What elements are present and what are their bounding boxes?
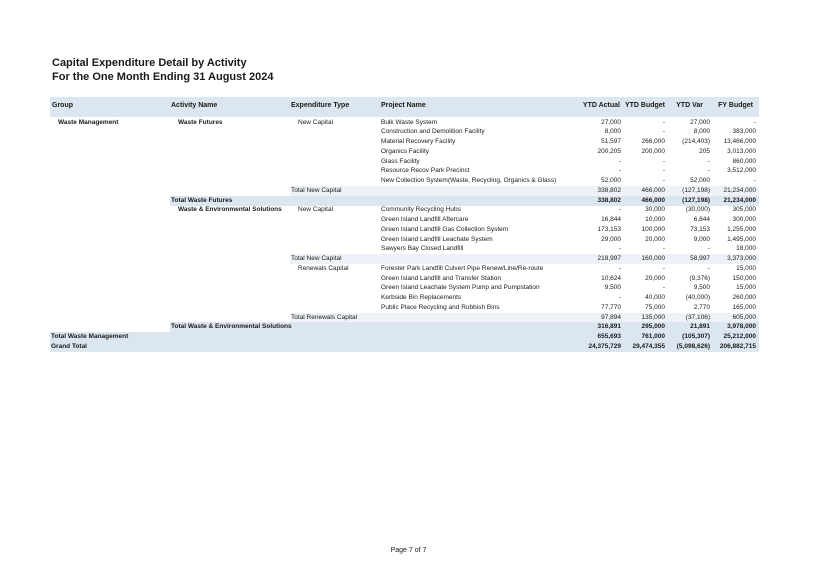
fy-budget-cell: 3,373,000 [727, 255, 756, 262]
fy-budget-cell: 25,212,000 [723, 333, 756, 340]
fy-budget-cell: 300,000 [732, 216, 756, 223]
ytd-budget-cell: 29,474,355 [632, 342, 665, 350]
activity-cell: Waste Futures [178, 118, 223, 126]
ytd-budget-cell: 295,000 [641, 323, 665, 331]
expenditure-type-cell: Renewals Capital [298, 264, 349, 272]
ytd-actual-cell: 218,997 [597, 255, 621, 262]
table-row [0, 205, 817, 215]
ytd-actual-cell: 316,891 [597, 323, 621, 331]
table-row [0, 118, 817, 128]
fy-budget-cell: 3,013,000 [727, 147, 756, 155]
table-row [0, 303, 817, 313]
ytd-budget-cell: 200,000 [641, 147, 665, 155]
ytd-actual-cell: - [618, 157, 621, 165]
table-row [0, 283, 817, 293]
ytd-var-cell: 8,000 [693, 128, 710, 136]
report-subtitle: For the One Month Ending 31 August 2024 [52, 71, 274, 83]
ytd-actual-cell: 27,000 [601, 118, 621, 126]
ytd-budget-cell: - [662, 245, 665, 253]
table-row [0, 137, 817, 147]
table-row [0, 235, 817, 245]
ytd-budget-cell: - [662, 128, 665, 136]
header-activity-name: Activity Name [171, 102, 218, 109]
grand-total-label: Grand Total [51, 342, 87, 350]
fy-budget-cell: 3,512,000 [727, 167, 756, 175]
report-title: Capital Expenditure Detail by Activity [52, 57, 247, 69]
ytd-budget-cell: 266,000 [641, 138, 665, 145]
project-name-cell: Green Island Leachate System Pump and Pumpstation [381, 284, 540, 292]
fy-budget-cell: 260,000 [732, 294, 756, 301]
ytd-var-cell: - [707, 157, 710, 165]
ytd-var-cell: (5,098,626) [676, 342, 710, 350]
header-group: Group [52, 102, 73, 109]
ytd-actual-cell: 24,375,729 [588, 342, 621, 350]
expenditure-total-label: Total New Capital [291, 255, 342, 262]
ytd-var-cell: (214,403) [682, 138, 710, 145]
expenditure-total-label: Total Renewals Capital [291, 313, 358, 321]
header-expenditure-type: Expenditure Type [291, 102, 350, 109]
fy-budget-cell: 13,466,000 [723, 138, 756, 145]
ytd-var-cell: 58,997 [690, 255, 710, 262]
ytd-actual-cell: 200,205 [597, 147, 621, 155]
project-name-cell: Green Island Landfill Leachate System [381, 235, 493, 243]
fy-budget-cell: 21,234,000 [723, 196, 756, 204]
group-total-label: Total Waste Management [51, 333, 129, 340]
ytd-budget-cell: - [662, 118, 665, 126]
activity-cell: Waste & Environmental Solutions [178, 206, 282, 214]
ytd-actual-cell: 655,693 [597, 333, 621, 340]
ytd-actual-cell: 29,000 [601, 235, 621, 243]
ytd-var-cell: - [707, 264, 710, 272]
ytd-var-cell: (37,106) [685, 313, 710, 321]
ytd-budget-cell: 75,000 [645, 303, 665, 311]
ytd-actual-cell: - [618, 206, 621, 214]
table-row [0, 166, 817, 176]
ytd-budget-cell: 761,000 [641, 333, 665, 340]
table-row [0, 293, 817, 303]
exptotal-row [0, 254, 817, 264]
ytd-actual-cell: 10,624 [601, 274, 621, 282]
ytd-var-cell: - [707, 245, 710, 253]
ytd-var-cell: (127,198) [682, 196, 710, 204]
fy-budget-cell: 1,495,000 [727, 235, 756, 243]
ytd-budget-cell: - [662, 284, 665, 292]
group-cell: Waste Management [58, 118, 119, 126]
ytd-var-cell: 9,000 [693, 235, 710, 243]
ytd-budget-cell: 135,000 [641, 313, 665, 321]
project-name-cell: Organics Facility [381, 147, 430, 155]
ytd-var-cell: 205 [699, 147, 710, 155]
header-project-name: Project Name [381, 102, 426, 109]
ytd-actual-cell: 77,770 [601, 303, 621, 311]
expenditure-total-label: Total New Capital [291, 186, 342, 194]
ytd-actual-cell: 16,844 [601, 216, 621, 223]
fy-budget-cell: 165,000 [732, 303, 756, 311]
project-name-cell: New Collection System(Waste, Recycling, Organics & Glass) [381, 177, 557, 184]
ytd-actual-cell: 52,000 [601, 177, 621, 184]
ytd-budget-cell: 30,000 [645, 206, 665, 214]
acttotal-row [0, 196, 817, 206]
ytd-var-cell: (30,000) [685, 206, 710, 214]
fy-budget-cell: 18,000 [736, 245, 756, 253]
project-name-cell: Glass Facility [381, 157, 420, 165]
header-ytd-budget: YTD Budget [624, 102, 665, 109]
expenditure-type-cell: New Capital [298, 118, 334, 126]
ytd-budget-cell: 466,000 [641, 196, 665, 204]
fy-budget-cell: 1,255,000 [727, 225, 756, 233]
activity-total-label: Total Waste Futures [171, 196, 233, 204]
acttotal-row [0, 322, 817, 332]
fy-budget-cell: - [753, 118, 756, 126]
fy-budget-cell: 305,000 [732, 206, 756, 214]
ytd-actual-cell: 338,802 [597, 196, 621, 204]
header-fy-budget: FY Budget [718, 102, 753, 109]
exptotal-row [0, 186, 817, 196]
grandtotal-row [0, 342, 817, 352]
fy-budget-cell: 860,000 [732, 157, 756, 165]
project-name-cell: Green Island Landfill Gas Collection System [381, 225, 509, 233]
fy-budget-cell: - [753, 177, 756, 184]
ytd-actual-cell: - [618, 264, 621, 272]
ytd-actual-cell: 338,802 [597, 186, 621, 194]
table-row [0, 215, 817, 225]
table-row [0, 264, 817, 274]
table-row [0, 157, 817, 167]
fy-budget-cell: 3,978,000 [727, 323, 756, 331]
ytd-budget-cell: 466,000 [641, 186, 665, 194]
ytd-budget-cell: 100,000 [641, 225, 665, 233]
fy-budget-cell: 21,234,000 [723, 186, 756, 194]
project-name-cell: Resource Recov Park Precinct [381, 167, 470, 175]
project-name-cell: Public Place Recycling and Rubbish Bins [381, 303, 500, 311]
project-name-cell: Construction and Demolition Facility [381, 128, 485, 136]
table-row [0, 176, 817, 186]
project-name-cell: Forester Park Landfill Culvert Pipe Renew/Line/Re-route [381, 264, 544, 272]
ytd-budget-cell: 10,000 [645, 216, 665, 223]
fy-budget-cell: 150,000 [732, 274, 756, 282]
project-name-cell: Sawyers Bay Closed Landfill [381, 245, 464, 253]
ytd-actual-cell: - [618, 245, 621, 253]
ytd-budget-cell: - [662, 167, 665, 175]
header-ytd-actual: YTD Actual [582, 102, 620, 109]
ytd-var-cell: 2,770 [693, 303, 710, 311]
ytd-var-cell: 73,153 [690, 225, 710, 233]
project-name-cell: Community Recycling Hubs [381, 206, 461, 214]
ytd-var-cell: (127,198) [682, 186, 710, 194]
fy-budget-cell: 15,000 [736, 284, 756, 292]
exptotal-row [0, 313, 817, 323]
ytd-var-cell: 52,000 [690, 177, 710, 184]
ytd-var-cell: 27,000 [690, 118, 710, 126]
ytd-actual-cell: 9,500 [604, 284, 621, 292]
table-row [0, 225, 817, 235]
ytd-actual-cell: - [618, 167, 621, 175]
ytd-actual-cell: - [618, 294, 621, 301]
ytd-var-cell: (105,307) [682, 333, 710, 340]
project-name-cell: Green Island Landfill Aftercare [381, 216, 469, 223]
project-name-cell: Kerbside Bin Replacements [381, 294, 462, 301]
expenditure-type-cell: New Capital [298, 206, 334, 214]
ytd-budget-cell: - [662, 264, 665, 272]
table-row [0, 274, 817, 284]
ytd-budget-cell: 40,000 [645, 294, 665, 301]
fy-budget-cell: 605,000 [732, 313, 756, 321]
ytd-budget-cell: - [662, 177, 665, 184]
ytd-actual-cell: 97,894 [601, 313, 621, 321]
ytd-var-cell: 9,500 [693, 284, 710, 292]
ytd-budget-cell: 20,000 [645, 235, 665, 243]
ytd-actual-cell: 51,597 [601, 138, 621, 145]
ytd-budget-cell: 20,000 [645, 274, 665, 282]
ytd-budget-cell: 160,000 [641, 255, 665, 262]
grouptotal-row [0, 332, 817, 342]
table-row [0, 244, 817, 254]
ytd-var-cell: - [707, 167, 710, 175]
ytd-var-cell: 21,891 [690, 323, 710, 331]
project-name-cell: Green Island Landfill and Transfer Station [381, 274, 501, 282]
ytd-var-cell: (9,376) [689, 274, 710, 282]
table-row [0, 147, 817, 157]
ytd-var-cell: (40,000) [685, 294, 710, 301]
page-number: Page 7 of 7 [390, 547, 427, 554]
ytd-budget-cell: - [662, 157, 665, 165]
fy-budget-cell: 206,882,715 [719, 342, 756, 350]
activity-total-label: Total Waste & Environmental Solutions [171, 323, 292, 331]
project-name-cell: Bulk Waste System [381, 118, 438, 126]
project-name-cell: Material Recovery Facility [381, 138, 456, 145]
table-row [0, 127, 817, 137]
fy-budget-cell: 383,000 [732, 128, 756, 136]
fy-budget-cell: 15,000 [736, 264, 756, 272]
ytd-actual-cell: 8,000 [604, 128, 621, 136]
header-ytd-var: YTD Var [676, 102, 703, 109]
ytd-actual-cell: 173,153 [597, 225, 621, 233]
ytd-var-cell: 6,844 [693, 216, 710, 223]
